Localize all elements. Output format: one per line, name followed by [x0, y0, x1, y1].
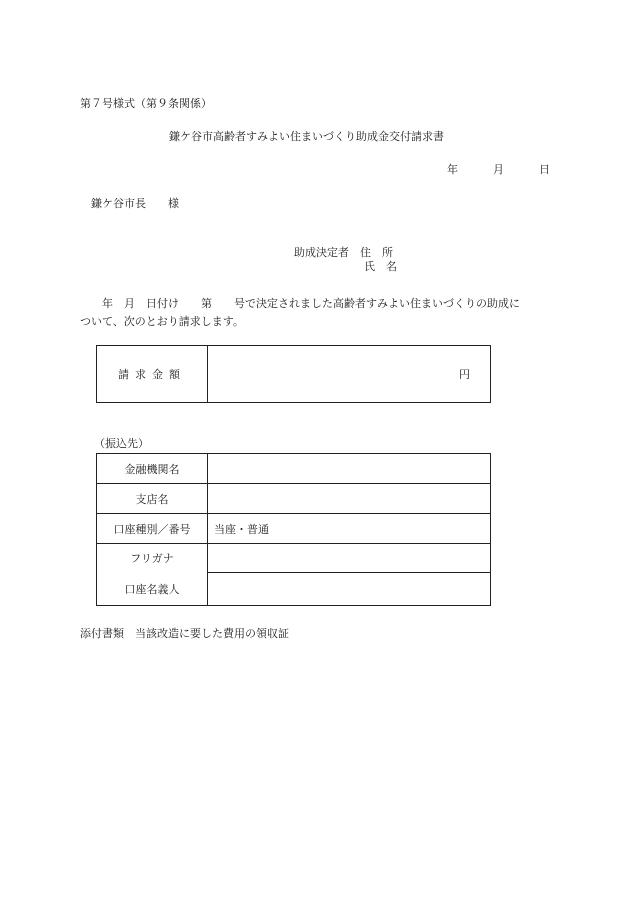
amount-label: 請求金額 — [97, 346, 208, 403]
applicant-name-label: 氏 名 — [364, 260, 397, 273]
statement-line-1: 年 月 日付け 第 号で決定されました高齢者すみよい住まいづくりの助成に — [80, 297, 520, 310]
institution-field[interactable] — [208, 454, 491, 484]
branch-label: 支店名 — [97, 484, 208, 514]
addressee: 鎌ケ谷市長 様 — [91, 197, 179, 210]
date-year: 年 — [447, 163, 458, 176]
holder-label: 口座名義人 — [97, 572, 208, 606]
amount-table — [96, 345, 491, 403]
applicant-block — [294, 246, 397, 274]
attachment-note: 添付書類 当該改造に要した費用の領収証 — [80, 627, 289, 640]
form-number: 第７号様式（第９条関係） — [80, 97, 212, 110]
bank-caption: （振込先） — [94, 437, 149, 450]
furigana-label: フリガナ — [97, 544, 208, 573]
furigana-field[interactable] — [208, 544, 491, 573]
statement-line-2: ついて、次のとおり請求します。 — [80, 315, 244, 328]
institution-label: 金融機関名 — [97, 454, 208, 484]
amount-value-field[interactable] — [208, 346, 491, 403]
account-type-label: 口座種別／番号 — [97, 514, 208, 544]
date-month: 月 — [493, 163, 504, 176]
bank-table — [96, 453, 491, 606]
account-type-field[interactable]: 当座・普通 — [208, 514, 491, 544]
date-line — [447, 163, 550, 177]
date-day: 日 — [539, 163, 550, 176]
document-title: 鎌ケ谷市高齢者すみよい住まいづくり助成金交付請求書 — [169, 130, 444, 143]
branch-field[interactable] — [208, 484, 491, 514]
holder-field[interactable] — [208, 572, 491, 606]
applicant-address-label: 助成決定者 住 所 — [294, 246, 393, 259]
request-statement — [80, 295, 560, 331]
yen-unit: 円 — [459, 368, 470, 381]
